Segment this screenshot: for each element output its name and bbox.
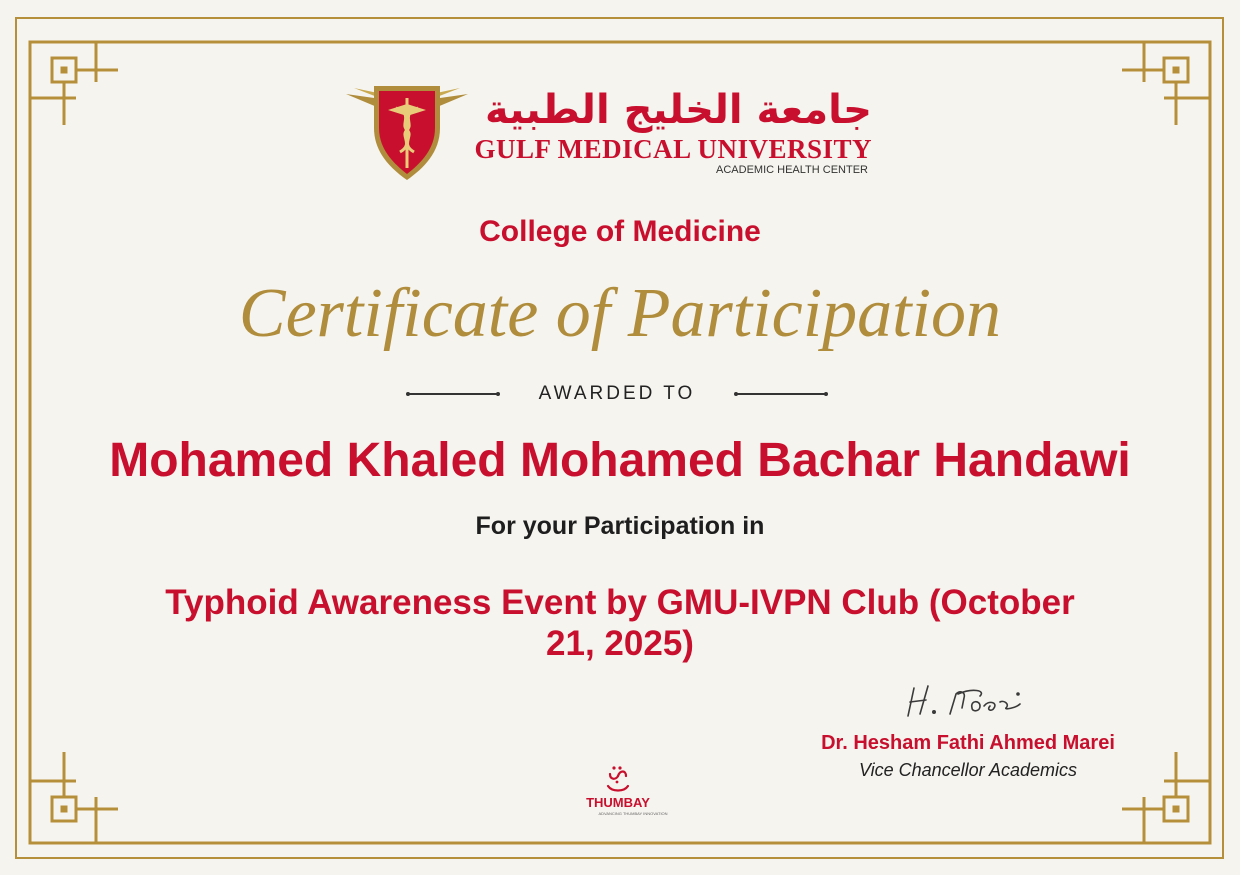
thumbay-logo-text: THUMBAY xyxy=(586,795,650,810)
university-name: GULF MEDICAL UNIVERSITY xyxy=(474,134,872,164)
participation-label: For your Participation in xyxy=(475,512,765,540)
corner-ornament-top-left xyxy=(30,42,118,125)
handwritten-signature xyxy=(900,678,1040,722)
corner-ornament-top-right xyxy=(1122,42,1210,125)
thumbay-tagline: ADVANCING THUMBAY INNOVATION xyxy=(598,811,668,816)
university-name-arabic: جامعة الخليج الطبية xyxy=(485,87,872,133)
winged-caduceus-shield-icon xyxy=(344,80,470,184)
signatory-title: Vice Chancellor Academics xyxy=(858,760,1078,780)
certificate-title: Certificate of Participation xyxy=(238,275,1002,352)
divider-line-left xyxy=(408,393,498,395)
signatory-name: Dr. Hesham Fathi Ahmed Marei xyxy=(821,732,1115,754)
recipient-name: Mohamed Khaled Mohamed Bachar Handawi xyxy=(109,434,1131,487)
divider-line-right xyxy=(736,393,826,395)
awarded-to-divider xyxy=(408,380,826,408)
thumbay-emblem-icon xyxy=(604,764,632,794)
corner-ornament-bottom-left xyxy=(30,752,118,843)
event-title: Typhoid Awareness Event by GMU-IVPN Club (October 21, 2025) xyxy=(165,583,1075,663)
university-subtitle: ACADEMIC HEALTH CENTER xyxy=(716,164,868,176)
college-name: College of Medicine xyxy=(479,215,761,248)
awarded-to-label: AWARDED TO xyxy=(538,383,696,404)
